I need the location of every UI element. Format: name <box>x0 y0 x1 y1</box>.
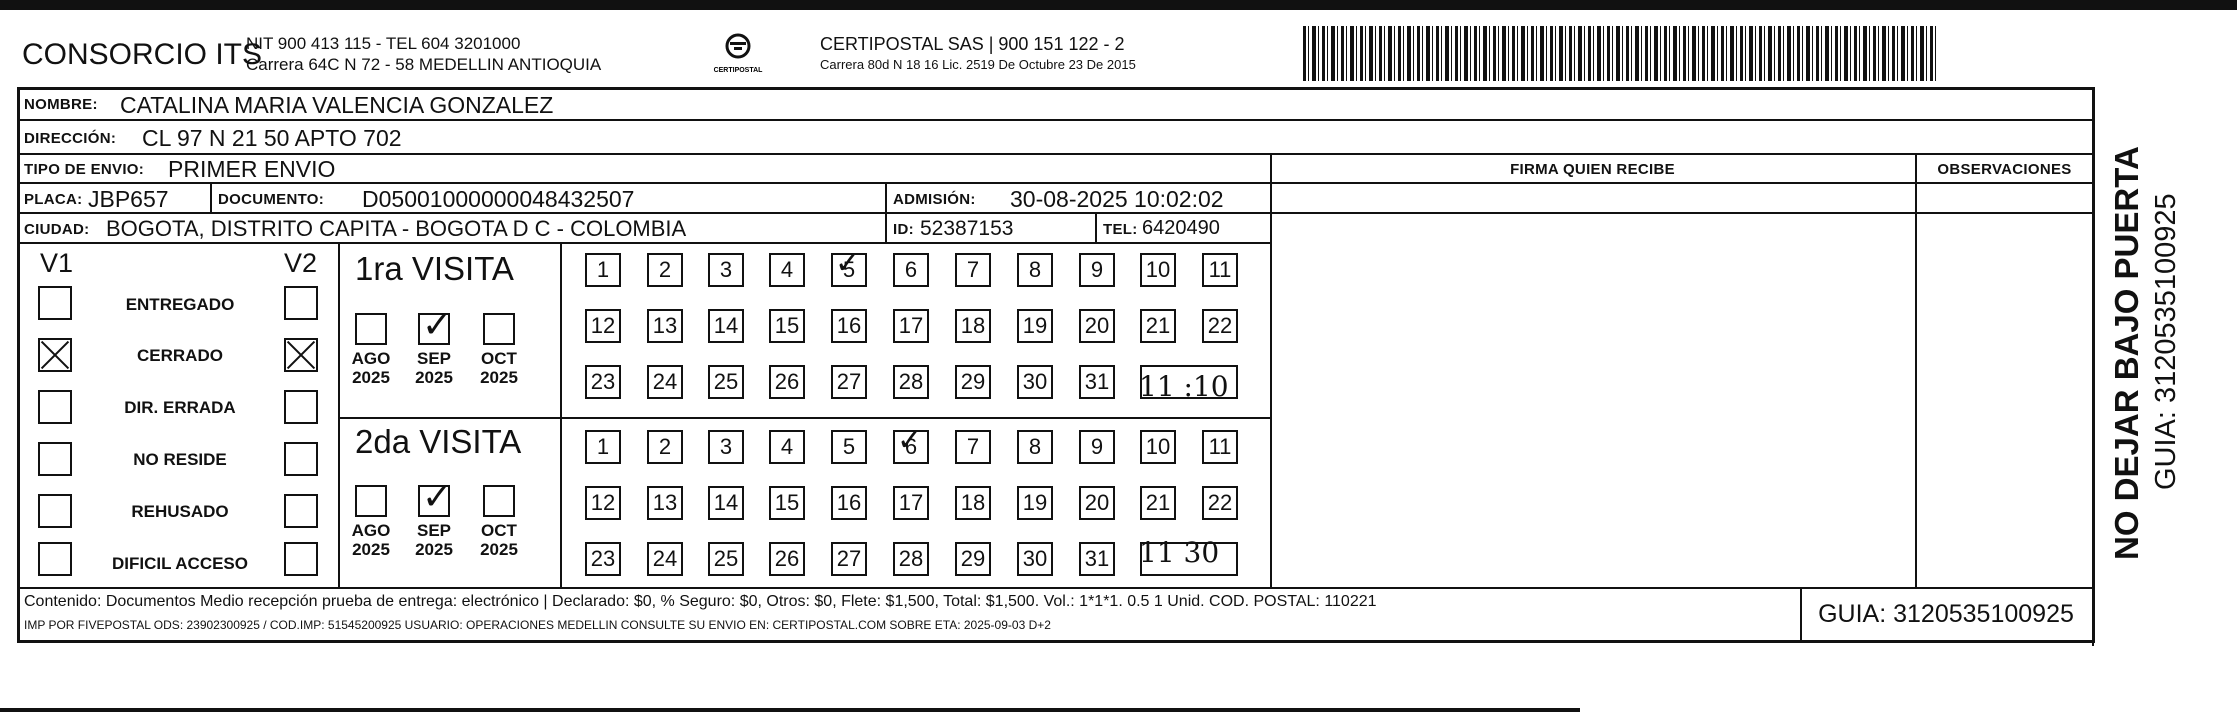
status-no-reside: NO RESIDE <box>133 450 227 469</box>
visit-2-day-10[interactable]: 10 <box>1140 430 1176 464</box>
visit-1-day-16[interactable]: 16 <box>831 309 867 343</box>
visit-2-day-28[interactable]: 28 <box>893 542 929 576</box>
v2-cerrado-checkbox[interactable] <box>284 338 318 372</box>
admision-value: 30-08-2025 10:02:02 <box>1010 186 1224 212</box>
documento-value: D05001000000048432507 <box>362 186 635 212</box>
visit-2-day-17[interactable]: 17 <box>893 486 929 520</box>
admision-label: ADMISIÓN: <box>893 191 976 208</box>
visit-2-title: 2da VISITA <box>355 423 522 460</box>
visit-2-day-25[interactable]: 25 <box>708 542 744 576</box>
placa-value: JBP657 <box>88 186 169 212</box>
visit-1-month-ago-label: AGO 2025 <box>351 349 391 387</box>
visit-1-day-22[interactable]: 22 <box>1202 309 1238 343</box>
visit-2-day-15[interactable]: 15 <box>769 486 805 520</box>
visit-2-day-14[interactable]: 14 <box>708 486 744 520</box>
placa-label: PLACA: <box>24 191 83 208</box>
v1-dificil-acceso-checkbox[interactable] <box>38 542 72 576</box>
status-dificil-acceso: DIFICIL ACCESO <box>111 554 248 573</box>
direccion-label: DIRECCIÓN: <box>24 130 117 147</box>
bottom-divider <box>0 708 1580 712</box>
visit-1-day-20[interactable]: 20 <box>1079 309 1115 343</box>
visit-1-day-30[interactable]: 30 <box>1017 365 1053 399</box>
footer-contents: Contenido: Documentos Medio recepción prueba de entrega: electrónico | Declarado: $0, % Seguro: $0, Otros: $0, Flete: $1,500, Total: $1,500. Vol.: 1*1*1. 0.5 1 Unid. COD. POSTAL: 110221 <box>24 593 1377 610</box>
visit-2-day-9[interactable]: 9 <box>1079 430 1115 464</box>
v1-cerrado-checkbox[interactable] <box>38 338 72 372</box>
ciudad-value: BOGOTA, DISTRITO CAPITA - BOGOTA D C - COLOMBIA <box>106 216 687 241</box>
visit-1-day-7[interactable]: 7 <box>955 253 991 287</box>
visit-1-title: 1ra VISITA <box>355 250 514 287</box>
visit-2-day-13[interactable]: 13 <box>647 486 683 520</box>
visit-2-day-6[interactable]: 6 ✓ <box>893 430 929 464</box>
visit-1-day-13[interactable]: 13 <box>647 309 683 343</box>
visit-1-day-18[interactable]: 18 <box>955 309 991 343</box>
v2-dir-errada-checkbox[interactable] <box>284 390 318 424</box>
status-dir-errada: DIR. ERRADA <box>124 398 236 417</box>
visit-2-month-oct-box[interactable] <box>483 485 515 517</box>
no-dejar-bajo-puerta-notice: NO DEJAR BAJO PUERTA <box>2108 146 2145 560</box>
tipo-envio-value: PRIMER ENVIO <box>168 156 336 182</box>
svg-text:CERTIPOSTAL: CERTIPOSTAL <box>713 67 763 74</box>
visit-1-day-10[interactable]: 10 <box>1140 253 1176 287</box>
v2-no-reside-checkbox[interactable] <box>284 442 318 476</box>
v1-dir-errada-checkbox[interactable] <box>38 390 72 424</box>
v1-header: V1 <box>40 248 74 278</box>
visit-2-day-21[interactable]: 21 <box>1140 486 1176 520</box>
ciudad-label: CIUDAD: <box>24 221 90 238</box>
visit-1-day-31[interactable]: 31 <box>1079 365 1115 399</box>
visit-1-day-29[interactable]: 29 <box>955 365 991 399</box>
v2-entregado-checkbox[interactable] <box>284 286 318 320</box>
visit-2-day-5[interactable]: 5 <box>831 430 867 464</box>
visit-1-month-oct-box[interactable] <box>483 313 515 345</box>
visit-1-day-2[interactable]: 2 <box>647 253 683 287</box>
visit-2-month-ago-box[interactable] <box>355 485 387 517</box>
v1-no-reside-checkbox[interactable] <box>38 442 72 476</box>
nombre-label: NOMBRE: <box>24 96 98 113</box>
visit-1-day-12[interactable]: 12 <box>585 309 621 343</box>
visit-2-day-18[interactable]: 18 <box>955 486 991 520</box>
visit-1-day-17[interactable]: 17 <box>893 309 929 343</box>
status-cerrado: CERRADO <box>137 346 223 365</box>
documento-label: DOCUMENTO: <box>218 191 325 208</box>
visit-2-day-29[interactable]: 29 <box>955 542 991 576</box>
visit-1-month-ago-box[interactable] <box>355 313 387 345</box>
visit-2-day-16[interactable]: 16 <box>831 486 867 520</box>
tel-label: TEL: <box>1103 221 1138 238</box>
visit-2-day-2[interactable]: 2 <box>647 430 683 464</box>
visit-1-day-9[interactable]: 9 <box>1079 253 1115 287</box>
company-nit: NIT 900 413 115 - TEL 604 3201000 <box>246 34 521 53</box>
status-entregado: ENTREGADO <box>125 295 235 314</box>
visit-1-day-19[interactable]: 19 <box>1017 309 1053 343</box>
visit-2-handwritten-time: 11 30 <box>1139 536 1220 569</box>
visit-2-day-20[interactable]: 20 <box>1079 486 1115 520</box>
v1-entregado-checkbox[interactable] <box>38 286 72 320</box>
top-border <box>0 0 2237 10</box>
visit-2-day-31[interactable]: 31 <box>1079 542 1115 576</box>
visit-2-day-26[interactable]: 26 <box>769 542 805 576</box>
visit-2-month-sep-box[interactable] <box>418 485 450 517</box>
visit-2-day-23[interactable]: 23 <box>585 542 621 576</box>
visit-1-handwritten-time: 11 :10 <box>1139 370 1229 403</box>
brand-name: CONSORCIO ITS <box>22 38 263 71</box>
footer-print-info: IMP POR FIVEPOSTAL ODS: 23902300925 / COD.IMP: 51545200925 USUARIO: OPERACIONES MEDELLIN CONSULTE SU ENVIO EN: CERTIPOSTAL.COM SOBRE ETA: 2025-09-03 D+2 <box>24 618 1051 632</box>
side-guia: GUIA: 3120535100925 <box>2150 193 2182 490</box>
visit-2-month-sep-label: SEP 2025 <box>415 521 453 559</box>
barcode <box>1303 26 1938 81</box>
visit-2-day-7[interactable]: 7 <box>955 430 991 464</box>
visit-1-day-23[interactable]: 23 <box>585 365 621 399</box>
v2-dificil-acceso-checkbox[interactable] <box>284 542 318 576</box>
delivery-form <box>17 87 2095 643</box>
visit-1-month-sep-label: SEP 2025 <box>415 349 453 387</box>
visit-1-day-27[interactable]: 27 <box>831 365 867 399</box>
certipostal-logo <box>710 30 766 76</box>
visit-2-day-11[interactable]: 11 <box>1202 430 1238 464</box>
visit-2-day-3[interactable]: 3 <box>708 430 744 464</box>
observaciones-header: OBSERVACIONES <box>1937 161 2072 178</box>
visit-1-day-25[interactable]: 25 <box>708 365 744 399</box>
visit-2-day-24[interactable]: 24 <box>647 542 683 576</box>
visit-1-day-24[interactable]: 24 <box>647 365 683 399</box>
visit-1-day-15[interactable]: 15 <box>769 309 805 343</box>
visit-1-day-14[interactable]: 14 <box>708 309 744 343</box>
visit-2-day-8[interactable]: 8 <box>1017 430 1053 464</box>
visit-2-day-19[interactable]: 19 <box>1017 486 1053 520</box>
visit-2-day-12[interactable]: 12 <box>585 486 621 520</box>
status-rehusado: REHUSADO <box>131 502 229 521</box>
nombre-value: CATALINA MARIA VALENCIA GONZALEZ <box>120 92 554 118</box>
tel-value: 6420490 <box>1142 217 1220 239</box>
company-address: Carrera 64C N 72 - 58 MEDELLIN ANTIOQUIA <box>246 55 602 74</box>
v2-rehusado-checkbox[interactable] <box>284 494 318 528</box>
visit-1-day-6[interactable]: 6 <box>893 253 929 287</box>
visit-2-day-1[interactable]: 1 <box>585 430 621 464</box>
visit-2-month-ago-label: AGO 2025 <box>351 521 391 559</box>
visit-1-day-8[interactable]: 8 <box>1017 253 1053 287</box>
visit-2-day-27[interactable]: 27 <box>831 542 867 576</box>
visit-2-month-oct-label: OCT 2025 <box>480 521 518 559</box>
carrier-license: Carrera 80d N 18 16 Lic. 2519 De Octubre 23 De 2015 <box>820 57 1136 72</box>
visit-2-day-22[interactable]: 22 <box>1202 486 1238 520</box>
visit-1-day-28[interactable]: 28 <box>893 365 929 399</box>
visit-1-day-21[interactable]: 21 <box>1140 309 1176 343</box>
visit-1-day-1[interactable]: 1 <box>585 253 621 287</box>
firma-header: FIRMA QUIEN RECIBE <box>1510 161 1675 178</box>
id-value: 52387153 <box>920 217 1014 240</box>
tipo-envio-label: TIPO DE ENVIO: <box>24 161 145 178</box>
visit-1-day-11[interactable]: 11 <box>1202 253 1238 287</box>
v2-header: V2 <box>284 248 318 278</box>
direccion-value: CL 97 N 21 50 APTO 702 <box>142 125 402 151</box>
id-label: ID: <box>893 221 914 238</box>
visit-1-day-4[interactable]: 4 <box>769 253 805 287</box>
visit-1-month-sep-box[interactable] <box>418 313 450 345</box>
visit-1-day-5[interactable]: 5 ✓ <box>831 253 867 287</box>
visit-1-month-oct-label: OCT 2025 <box>480 349 518 387</box>
visit-2-day-4[interactable]: 4 <box>769 430 805 464</box>
visit-2-day-30[interactable]: 30 <box>1017 542 1053 576</box>
visit-1-day-3[interactable]: 3 <box>708 253 744 287</box>
footer-guia: GUIA: 3120535100925 <box>1818 600 2074 628</box>
visit-1-day-26[interactable]: 26 <box>769 365 805 399</box>
v1-rehusado-checkbox[interactable] <box>38 494 72 528</box>
carrier-info: CERTIPOSTAL SAS | 900 151 122 - 2 <box>820 34 1125 54</box>
